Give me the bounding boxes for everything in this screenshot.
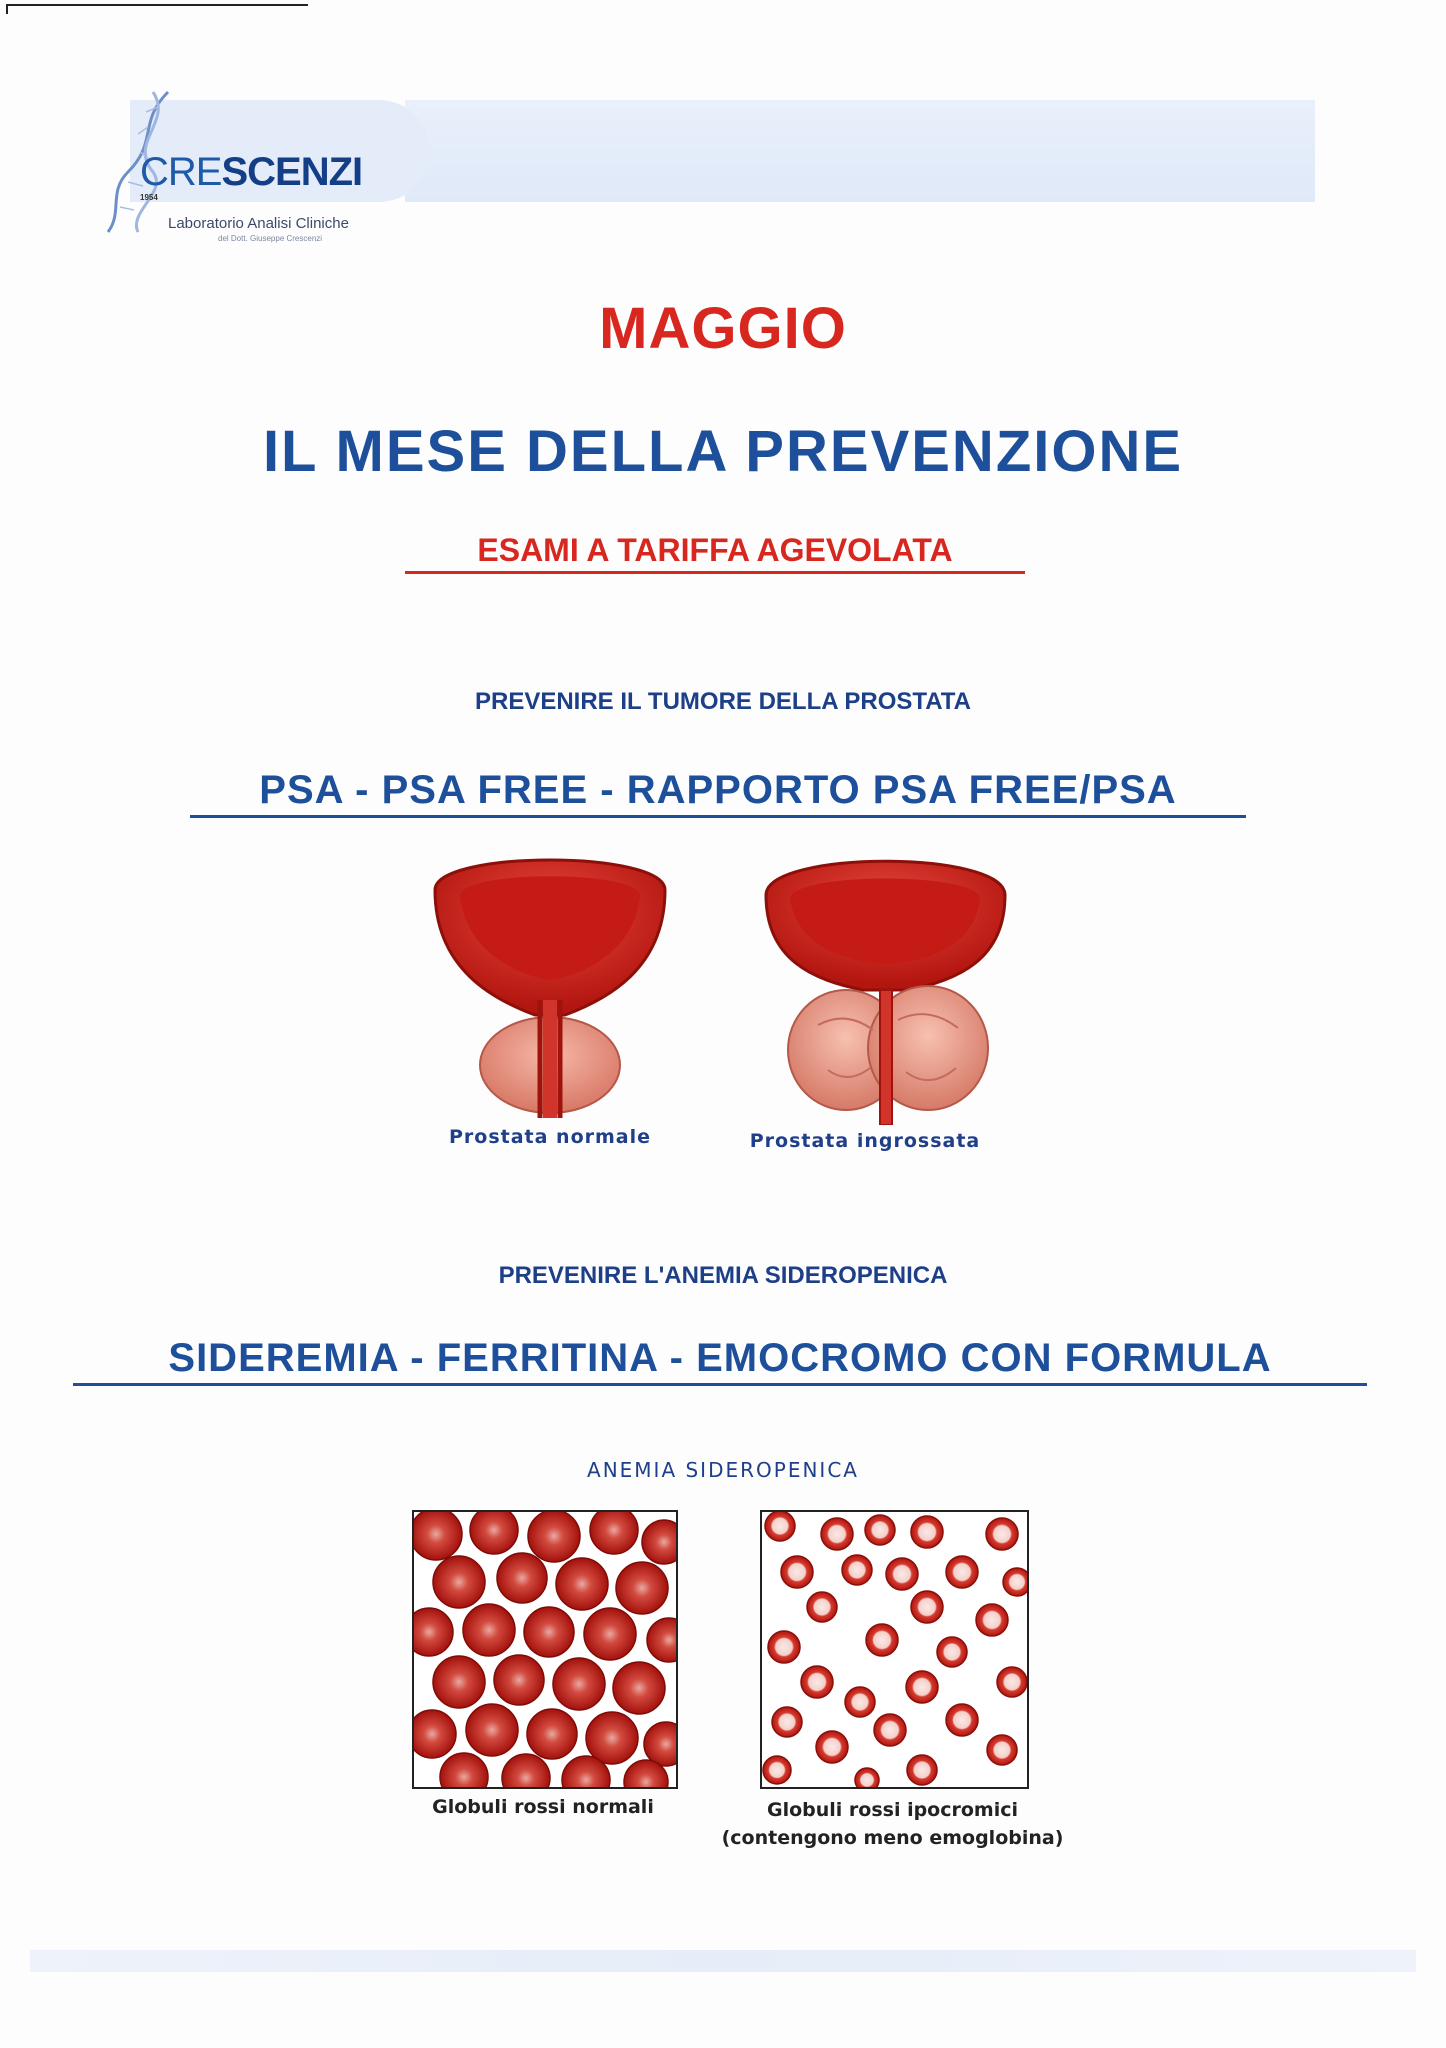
logo-subtitle: Laboratorio Analisi Cliniche bbox=[168, 215, 349, 232]
caption-hypochromic-cells bbox=[720, 1796, 1065, 1852]
caption-hypochromic-line1: Globuli rossi ipocromici bbox=[766, 1799, 1019, 1821]
page-title: IL MESE DELLA PREVENZIONE bbox=[262, 419, 1184, 484]
header-band bbox=[405, 100, 1315, 202]
caption-prostate-normal: Prostata normale bbox=[448, 1126, 652, 1148]
caption-normal-cells: Globuli rossi normali bbox=[432, 1796, 654, 1818]
caption-prostate-enlarged: Prostata ingrossata bbox=[749, 1130, 981, 1152]
page-subtitle: ESAMI A TARIFFA AGEVOLATA bbox=[405, 532, 1025, 574]
anemia-heading: PREVENIRE L'ANEMIA SIDEROPENICA bbox=[498, 1262, 948, 1289]
psa-exams: PSA - PSA FREE - RAPPORTO PSA FREE/PSA bbox=[190, 768, 1246, 818]
prostate-normal-illustration bbox=[425, 850, 675, 1120]
normal-red-cells-image bbox=[412, 1510, 678, 1789]
logo-wordmark: CRESCENZI bbox=[140, 150, 363, 194]
logo-year: 1954 bbox=[140, 193, 158, 202]
anemia-exams: SIDEREMIA - FERRITINA - EMOCROMO CON FORMULA bbox=[73, 1336, 1367, 1386]
month-title: MAGGIO bbox=[599, 296, 847, 361]
caption-hypochromic-line2: (contengono meno emoglobina) bbox=[721, 1827, 1064, 1849]
prostata-heading: PREVENIRE IL TUMORE DELLA PROSTATA bbox=[474, 688, 972, 715]
anemia-figure-label: ANEMIA SIDEROPENICA bbox=[587, 1458, 859, 1482]
hypochromic-red-cells-image bbox=[760, 1510, 1029, 1789]
footer-band bbox=[30, 1950, 1416, 1972]
scan-corner-mark bbox=[6, 4, 308, 14]
logo-subtitle-small: del Dott. Giuseppe Crescenzi bbox=[218, 234, 323, 243]
prostate-enlarged-illustration bbox=[758, 850, 1013, 1125]
